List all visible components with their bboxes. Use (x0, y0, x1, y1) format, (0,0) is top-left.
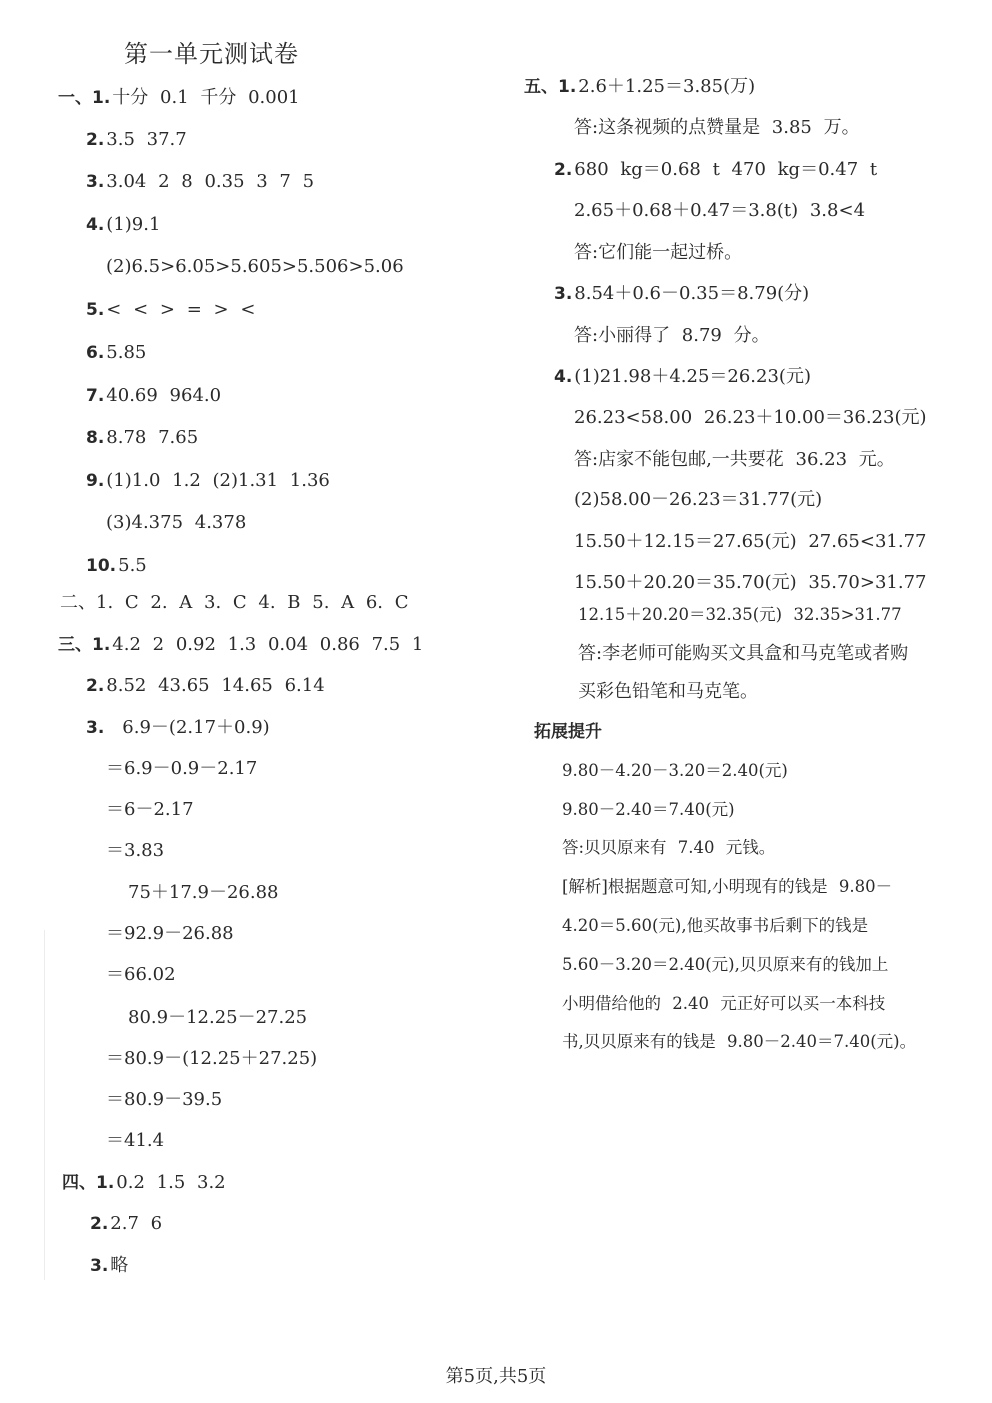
answer-line: 3. 略 (90, 1255, 129, 1276)
answer-line: 五、1. 2.6＋1.25＝3.85(万) (524, 76, 756, 97)
answer-line: 12.15＋20.20＝32.35(元) 32.35>31.77 (578, 605, 902, 624)
answer-line: 买彩色铅笔和马克笔。 (578, 681, 758, 702)
answer-line: 15.50＋20.20＝35.70(元) 35.70>31.77 (574, 572, 927, 593)
extension-line: 答:贝贝原来有 7.40 元钱。 (562, 838, 776, 857)
answer-line: 2. 3.5 37.7 (86, 129, 187, 150)
answer-line: 四、1. 0.2 1.5 3.2 (62, 1172, 226, 1193)
page-title: 第一单元测试卷 (124, 40, 299, 68)
extension-heading: 拓展提升 (534, 722, 602, 742)
answer-line: 15.50＋12.15＝27.65(元) 27.65<31.77 (574, 531, 927, 552)
answer-line: ＝92.9－26.88 (106, 923, 234, 944)
analysis-line: [解析]根据题意可知,小明现有的钱是 9.80－ (562, 877, 893, 896)
answer-line: (2)6.5>6.05>5.605>5.506>5.06 (106, 256, 404, 277)
analysis-tag: [解析] (562, 877, 608, 896)
answer-line: 26.23<58.00 26.23＋10.00＝36.23(元) (574, 407, 927, 428)
answer-line: 75＋17.9－26.88 (128, 882, 279, 903)
answer-line: 8. 8.78 7.65 (86, 427, 199, 448)
answer-line: 2. 680 kg＝0.68 t 470 kg＝0.47 t (554, 159, 878, 180)
answer-line: 答:李老师可能购买文具盒和马克笔或者购 (578, 643, 909, 664)
answer-line: ＝80.9－(12.25＋27.25) (106, 1048, 318, 1069)
answer-line: 9. (1)1.0 1.2 (2)1.31 1.36 (86, 470, 330, 491)
analysis-line: 书,贝贝原来有的钱是 9.80－2.40＝7.40(元)。 (562, 1032, 917, 1051)
answer-line: 2. 2.7 6 (90, 1213, 163, 1234)
answer-line: 6. 5.85 (86, 342, 147, 363)
answer-line: 10. 5.5 (86, 555, 147, 576)
answer-line: (2)58.00－26.23＝31.77(元) (574, 489, 823, 510)
answer-line: 3. 6.9－(2.17＋0.9) (86, 717, 270, 738)
answer-line: ＝41.4 (106, 1130, 165, 1151)
scan-edge-line (44, 930, 45, 1280)
answer-line: 2.65＋0.68＋0.47＝3.8(t) 3.8<4 (574, 200, 866, 221)
answer-line: ＝80.9－39.5 (106, 1089, 223, 1110)
extension-line: 9.80－4.20－3.20＝2.40(元) (562, 761, 788, 780)
answer-line: 5. < < > = > < (86, 299, 256, 320)
answer-line: 4. (1)21.98＋4.25＝26.23(元) (554, 366, 811, 387)
answer-line: 4. (1)9.1 (86, 214, 161, 235)
answer-line: 7. 40.69 964.0 (86, 385, 222, 406)
answer-line: (3)4.375 4.378 (106, 512, 247, 533)
answer-line: ＝3.83 (106, 840, 165, 861)
answer-line: 答:这条视频的点赞量是 3.85 万。 (574, 117, 860, 138)
answer-line: 3. 3.04 2 8 0.35 3 7 5 (86, 171, 315, 192)
answer-line: 一、1. 十分 0.1 千分 0.001 (58, 87, 300, 108)
answer-line: 三、1. 4.2 2 0.92 1.3 0.04 0.86 7.5 1 (58, 634, 424, 655)
answer-line: ＝66.02 (106, 964, 176, 985)
answer-line: 80.9－12.25－27.25 (128, 1007, 308, 1028)
answer-line: 二、1. C 2. A 3. C 4. B 5. A 6. C (60, 592, 409, 613)
answer-line: 答:它们能一起过桥。 (574, 242, 743, 263)
analysis-line: 4.20＝5.60(元),他买故事书后剩下的钱是 (562, 916, 869, 935)
answer-line: 答:店家不能包邮,一共要花 36.23 元。 (574, 449, 895, 470)
answer-line: 答:小丽得了 8.79 分。 (574, 325, 770, 346)
answer-line: 2. 8.52 43.65 14.65 6.14 (86, 675, 325, 696)
analysis-line: 小明借给他的 2.40 元正好可以买一本科技 (562, 994, 886, 1013)
page-footer: 第5页,共5页 (445, 1366, 547, 1387)
answer-line: 3. 8.54＋0.6－0.35＝8.79(分) (554, 283, 810, 304)
answer-line: ＝6.9－0.9－2.17 (106, 758, 258, 779)
extension-line: 9.80－2.40＝7.40(元) (562, 800, 735, 819)
answer-line: ＝6－2.17 (106, 799, 194, 820)
analysis-line: 5.60－3.20＝2.40(元),贝贝原来有的钱加上 (562, 955, 889, 974)
